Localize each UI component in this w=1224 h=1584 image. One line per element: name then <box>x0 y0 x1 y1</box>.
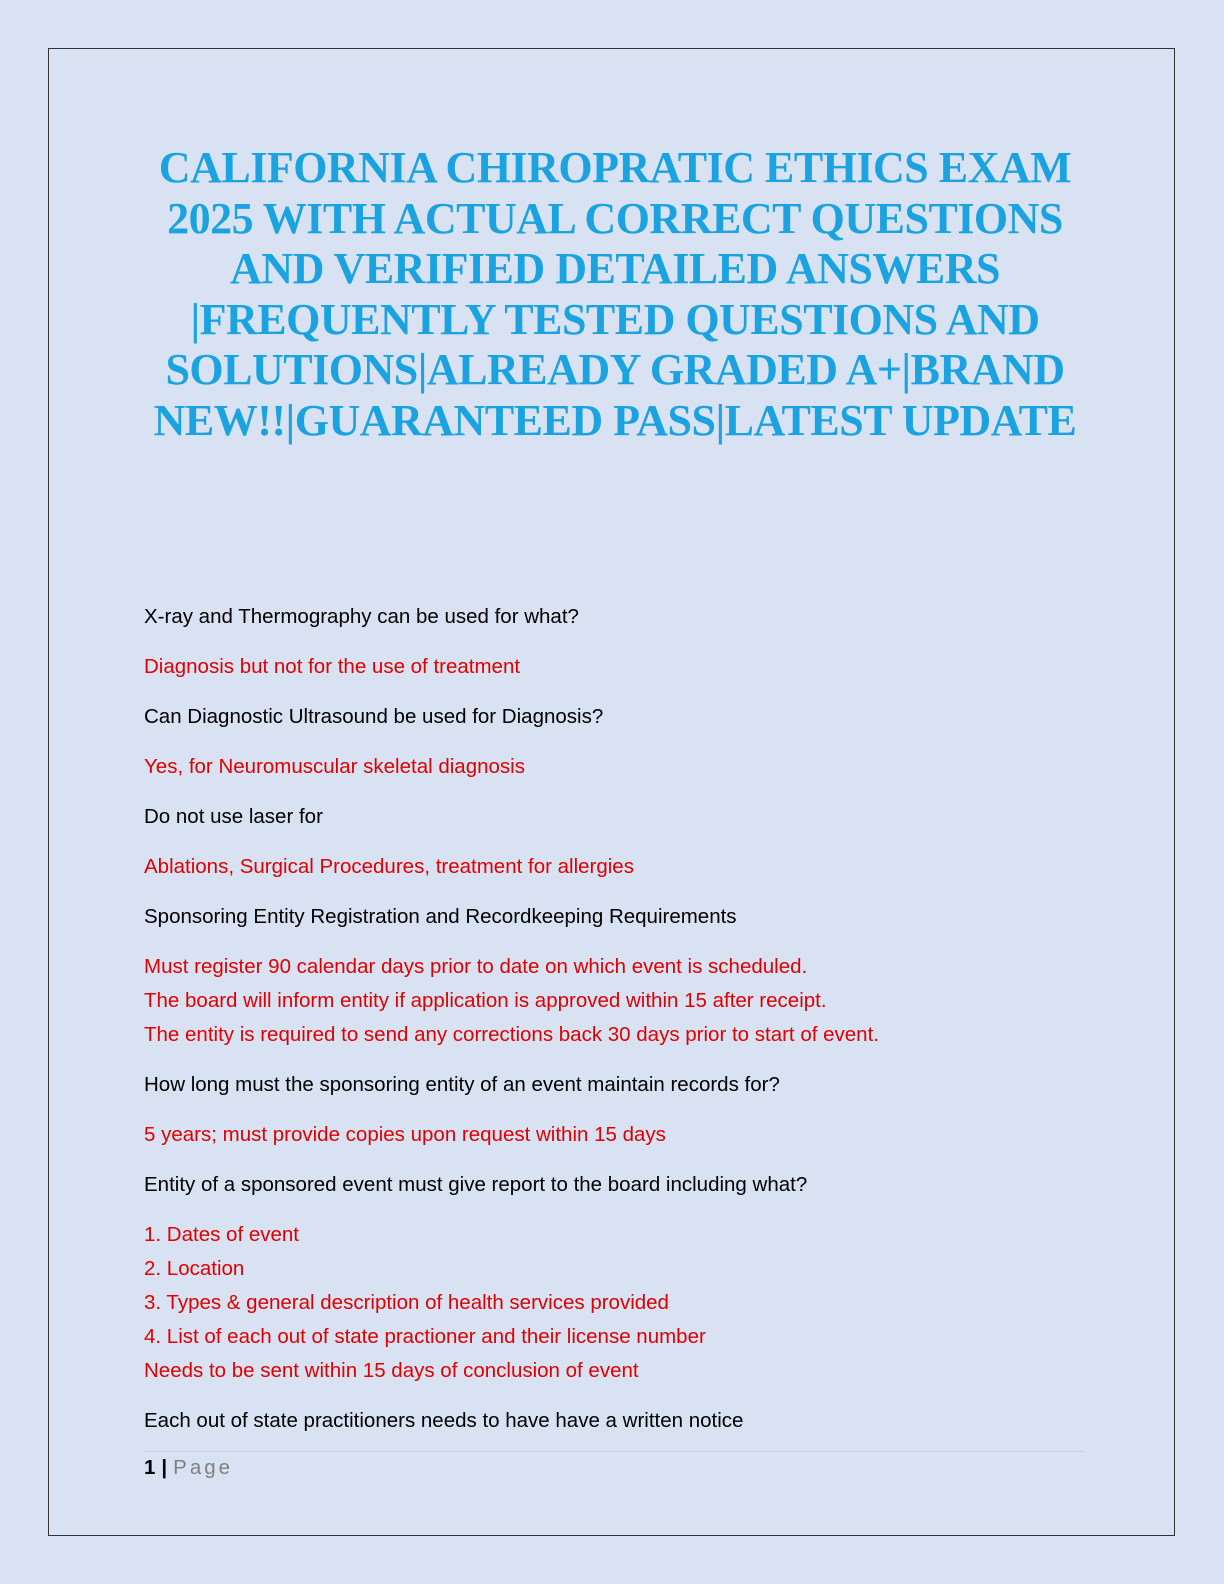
answer-3 <box>144 850 1084 884</box>
answer-1-line-1: Diagnosis but not for the use of treatment <box>144 655 521 678</box>
answer-4-line-2: The board will inform entity if application is approved within 15 after receipt. <box>144 989 827 1012</box>
question-7: Each out of state practitioners needs to have have a written notice <box>144 1409 744 1432</box>
qa-item-1 <box>144 600 1084 684</box>
answer-4-line-3: The entity is required to send any corrections back 30 days prior to start of event. <box>144 1023 879 1046</box>
page-number: 1 <box>144 1456 156 1479</box>
page-label: Page <box>173 1456 234 1479</box>
answer-6-line-1: 1. Dates of event <box>144 1223 299 1246</box>
answer-4-line-1: Must register 90 calendar days prior to date on which event is scheduled. <box>144 955 808 978</box>
answer-6-line-3: 3. Types & general description of health services provided <box>144 1291 669 1314</box>
document-title: CALIFORNIA CHIROPRATIC ETHICS EXAM 2025 WITH ACTUAL CORRECT QUESTIONS AND VERIFIED DETAILED ANSWERS |FREQUENTLY TESTED QUESTIONS AND SOLUTIONS|ALREADY GRADED A+|BRAND NEW!!|GUARANTEED PASS|LATEST UPDATE <box>153 143 1077 445</box>
page-footer <box>144 1454 233 1482</box>
answer-3-line-1: Ablations, Surgical Procedures, treatment for allergies <box>144 855 634 878</box>
footer-separator: | <box>161 1456 168 1479</box>
qa-item-2 <box>144 700 1084 784</box>
answer-4 <box>144 950 1084 1052</box>
qa-item-3 <box>144 800 1084 884</box>
question-1: X-ray and Thermography can be used for what? <box>144 605 579 628</box>
answer-6-line-4: 4. List of each out of state practioner and their license number <box>144 1325 706 1348</box>
answer-6 <box>144 1218 1084 1388</box>
question-2: Can Diagnostic Ultrasound be used for Diagnosis? <box>144 705 604 728</box>
answer-5-line-1: 5 years; must provide copies upon request within 15 days <box>144 1123 666 1146</box>
answer-5 <box>144 1118 1084 1152</box>
qa-item-4 <box>144 900 1084 1052</box>
qa-item-6 <box>144 1168 1084 1388</box>
question-3: Do not use laser for <box>144 805 323 828</box>
answer-2 <box>144 750 1084 784</box>
answer-6-line-5: Needs to be sent within 15 days of conclusion of event <box>144 1359 639 1382</box>
question-4: Sponsoring Entity Registration and Recordkeeping Requirements <box>144 905 737 928</box>
answer-1 <box>144 650 1084 684</box>
question-5: How long must the sponsoring entity of an event maintain records for? <box>144 1073 780 1096</box>
footer-rule <box>144 1451 1084 1452</box>
answer-2-line-1: Yes, for Neuromuscular skeletal diagnosis <box>144 755 525 778</box>
qa-item-5 <box>144 1068 1084 1152</box>
question-6: Entity of a sponsored event must give report to the board including what? <box>144 1173 808 1196</box>
qa-content <box>144 600 1084 1454</box>
qa-item-7 <box>144 1404 1084 1438</box>
answer-6-line-2: 2. Location <box>144 1257 245 1280</box>
